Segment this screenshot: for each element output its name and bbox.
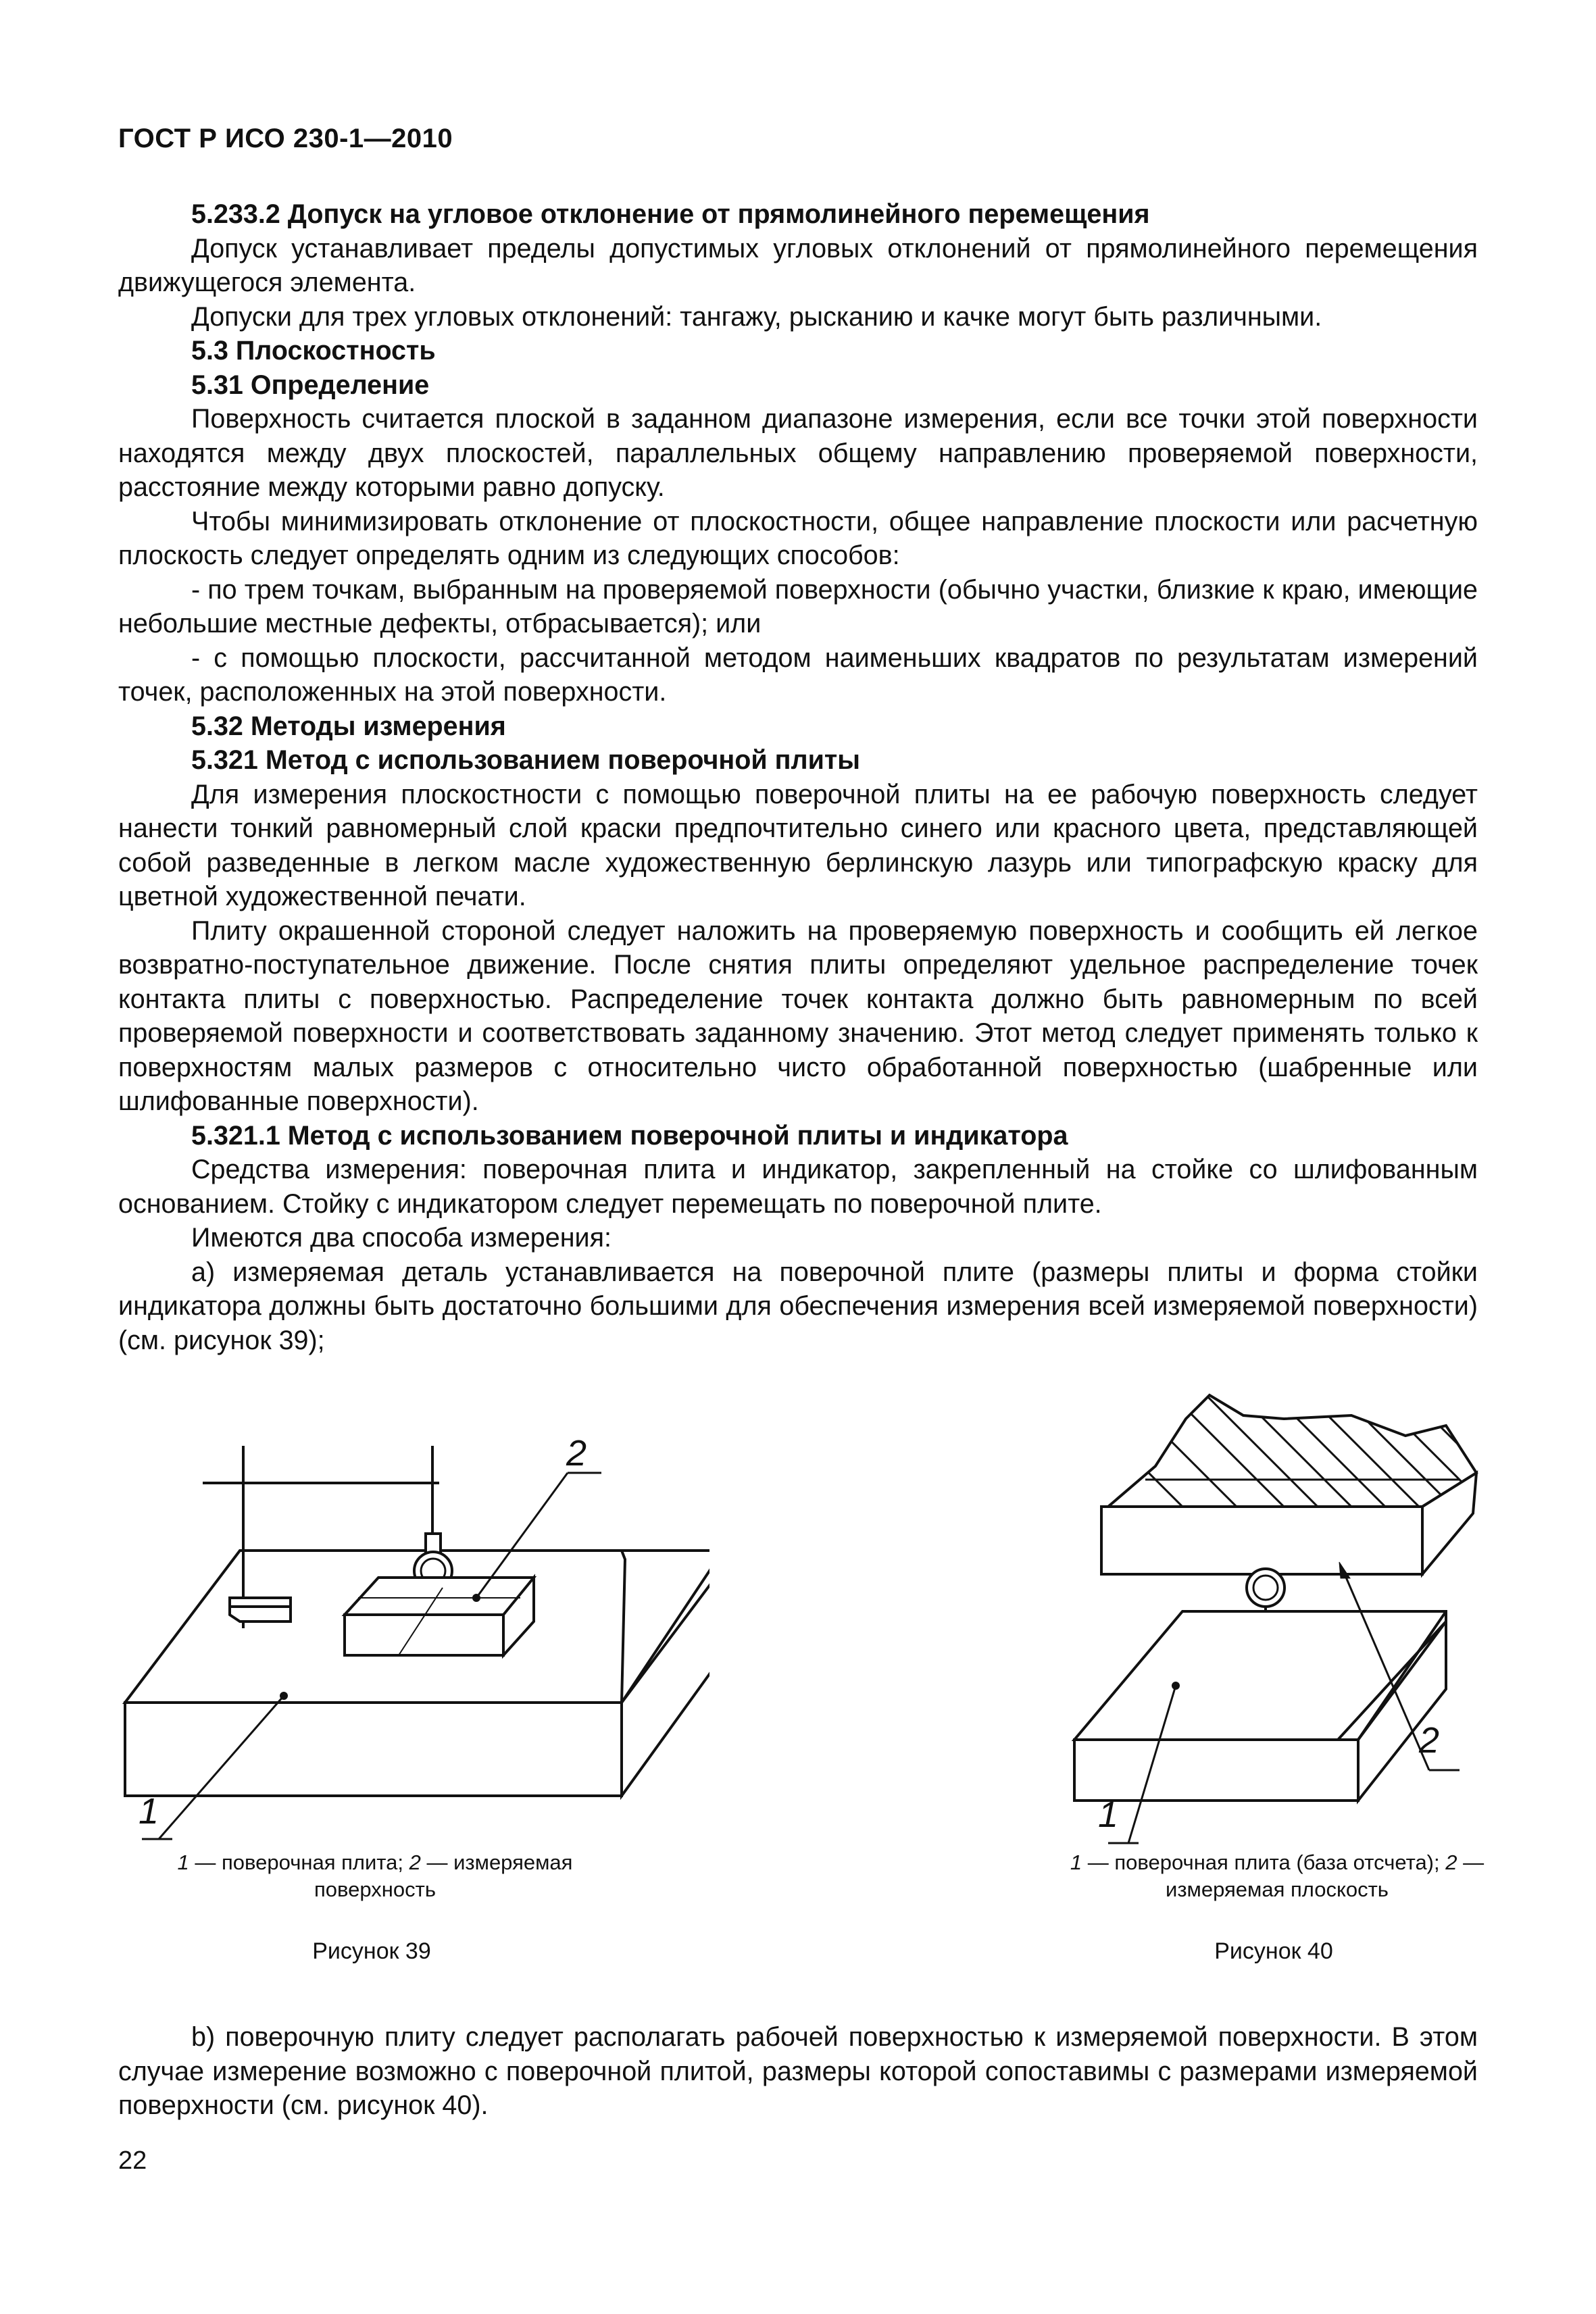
figure-40-title: Рисунок 40 (1214, 1938, 1333, 1964)
section-heading: 5.321 Метод с использованием поверочной плиты (191, 745, 860, 775)
section-heading: 5.321.1 Метод с использованием поверочной плиты и индикатора (191, 1120, 1068, 1151)
figure-40 (1054, 1378, 1500, 1851)
caption-number: 1 (177, 1851, 189, 1874)
figure-39-label-1: 1 (139, 1791, 159, 1832)
figure-39-caption (122, 1849, 628, 1903)
caption-text: — измеряемая поверхность (314, 1851, 573, 1901)
caption-number: 2 (409, 1851, 421, 1874)
paragraph: b) поверочную плиту следует располагать рабочей поверхностью к измеряемой поверхности. В этом случае измерение возможно с поверочной плитой, размеры которой сопоставимы с размерами измеряемой поверхности (см. рисунок 40). (118, 2022, 1478, 2120)
figure-39-label-2: 2 (566, 1433, 587, 1474)
figure-39-title: Рисунок 39 (312, 1938, 431, 1964)
measured-part-top (1108, 1395, 1476, 1507)
surface-plate-front (125, 1703, 622, 1796)
bottom-text (118, 2020, 1478, 2123)
paragraph: - с помощью плоскости, рассчитанной методом наименьших квадратов по результатам измерений точек, расположенных на этой поверхности. (118, 643, 1478, 707)
figure-40-label-1: 1 (1098, 1794, 1119, 1835)
indicator-dial (1247, 1569, 1285, 1607)
paragraph: - по трем точкам, выбранным на проверяемой поверхности (обычно участки, близкие к краю, имеющие небольшие местные дефекты, отбрасывается); или (118, 574, 1478, 638)
figure-39 (101, 1426, 709, 1844)
caption-number: 2 (1445, 1851, 1457, 1874)
paragraph: Чтобы минимизировать отклонение от плоскостности, общее направление плоскости или расчетную плоскость следует определять одним из следующих способов: (118, 506, 1478, 570)
section-heading: 5.233.2 Допуск на угловое отклонение от прямолинейного перемещения (191, 199, 1150, 229)
figure-39-drawing (101, 1426, 709, 1844)
measured-part-front (1101, 1507, 1422, 1574)
section-heading: 5.31 Определение (191, 370, 430, 400)
page-number: 22 (118, 2146, 147, 2175)
section-heading: 5.3 Плоскостность (191, 336, 436, 366)
figure-40-caption (1061, 1849, 1493, 1903)
paragraph: Поверхность считается плоской в заданном диапазоне измерения, если все точки этой поверхности находятся между двух плоскостей, параллельных общему направлению проверяемой поверхности, расстояние между которыми равно допуску. (118, 404, 1478, 502)
figure-40-label-2: 2 (1419, 1720, 1440, 1761)
paragraph: Для измерения плоскостности с помощью поверочной плиты на ее рабочую поверхность следует нанести тонкий равномерный слой краски предпочтительно синего или красного цвета, представляющей собой разведенные в легком масле художественную берлинскую лазурь или типографскую краску для цветной художественной печати. (118, 779, 1478, 911)
caption-number: 1 (1070, 1851, 1082, 1874)
paragraph: Средства измерения: поверочная плита и индикатор, закрепленный на стойке со шлифованным основанием. Стойку с индикатором следует перемещать по поверочной плите. (118, 1155, 1478, 1219)
caption-text: — поверочная плита (база отсчета); (1082, 1851, 1446, 1874)
surface-plate-front (1074, 1740, 1358, 1801)
body-text (118, 197, 1478, 1357)
workpiece-front (345, 1615, 503, 1655)
paragraph: Допуск устанавливает пределы допустимых угловых отклонений от прямолинейного перемещения движущегося элемента. (118, 233, 1478, 297)
paragraph: Допуски для трех угловых отклонений: тангажу, рысканию и качке могут быть различными. (191, 301, 1322, 332)
caption-text: — измеряемая плоскость (1166, 1851, 1485, 1901)
document-header: ГОСТ Р ИСО 230-1—2010 (118, 124, 453, 153)
stand-base (230, 1598, 291, 1621)
caption-text: — поверочная плита; (189, 1851, 409, 1874)
section-heading: 5.32 Методы измерения (191, 711, 506, 741)
figure-40-drawing (1054, 1378, 1500, 1851)
paragraph: Плиту окрашенной стороной следует наложить на проверяемую поверхность и сообщить ей легкое возвратно-поступательное движение. После снятия плиты определяют удельное распределение точек контакта плиты с поверхностью. Распределение точек контакта должно быть равномерным по всей проверяемой поверхности и соответствовать заданному значению. Этот метод следует применять только к поверхностям малых размеров с относительно чисто обработанной поверхностью (шабренные или шлифованные поверхности). (118, 915, 1478, 1116)
paragraph: Имеются два способа измерения: (191, 1223, 612, 1253)
paragraph: а) измеряемая деталь устанавливается на поверочной плите (размеры плиты и форма стойки индикатора должны быть достаточно большими для обеспечения измерения всей измеряемой поверхности) (см. рисунок 39); (118, 1257, 1478, 1355)
